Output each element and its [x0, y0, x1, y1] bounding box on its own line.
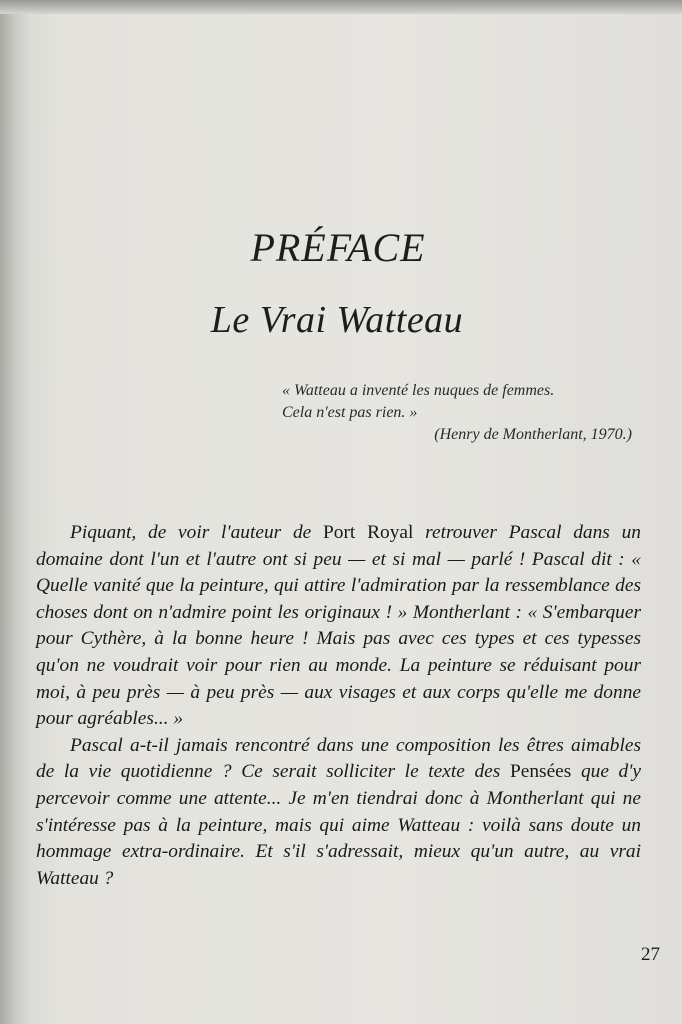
work-title-port-royal: Port Royal — [323, 522, 414, 543]
epigraph-line-1: « Watteau a inventé les nuques de femmes. — [282, 382, 555, 399]
paragraph-2 — [36, 733, 641, 893]
body-text — [36, 520, 641, 892]
epigraph-source: (Henry de Montherlant, 1970.) — [434, 426, 632, 443]
work-title-pensees: Pensées — [509, 761, 572, 783]
paragraph-1-text-a: Piquant, de voir l'auteur de — [70, 522, 323, 543]
epigraph — [282, 380, 636, 446]
page-top-edge — [0, 0, 682, 14]
paragraph-1-text-b: retrouver Pascal dans un domaine dont l'un et l'autre ont si peu — et si mal — parlé ! Pascal dit : « Quelle vanité que la peinture, qui attire l'admiration par la ressemblance des choses dont on n'admire point les originaux ! » Montherlant : « S'embarquer pour Cythère, à la bonne heure ! Mais pas avec ces types et ces typesses qu'on ne voudrait voir pour rien au monde. La peinture se réduisant pour moi, à peu près — à peu près — aux visages et aux corps qu'elle me donne pour agréables... » — [36, 522, 641, 730]
page-number: 27 — [641, 944, 660, 965]
paragraph-1 — [36, 520, 641, 733]
chapter-subtitle: Le Vrai Watteau — [210, 299, 464, 341]
paragraph-2-text-b: que d'y percevoir comme une attente... Je m'en tiendrai donc à Montherlant qui ne s'intéresse pas à la peinture, mais qui aime Watteau : voilà sans doute un hommage extra-ordinaire. Et s'il s'adressait, mieux qu'un autre, au vrai Watteau ? — [36, 761, 641, 889]
epigraph-line-2: Cela n'est pas rien. » — [282, 404, 418, 421]
paragraph-2-text-a: Pascal a-t-il jamais rencontré dans une composition les êtres aimables de la vie quotidienne ? Ce serait solliciter le texte des — [36, 734, 641, 783]
chapter-title: PRÉFACE — [250, 225, 426, 270]
